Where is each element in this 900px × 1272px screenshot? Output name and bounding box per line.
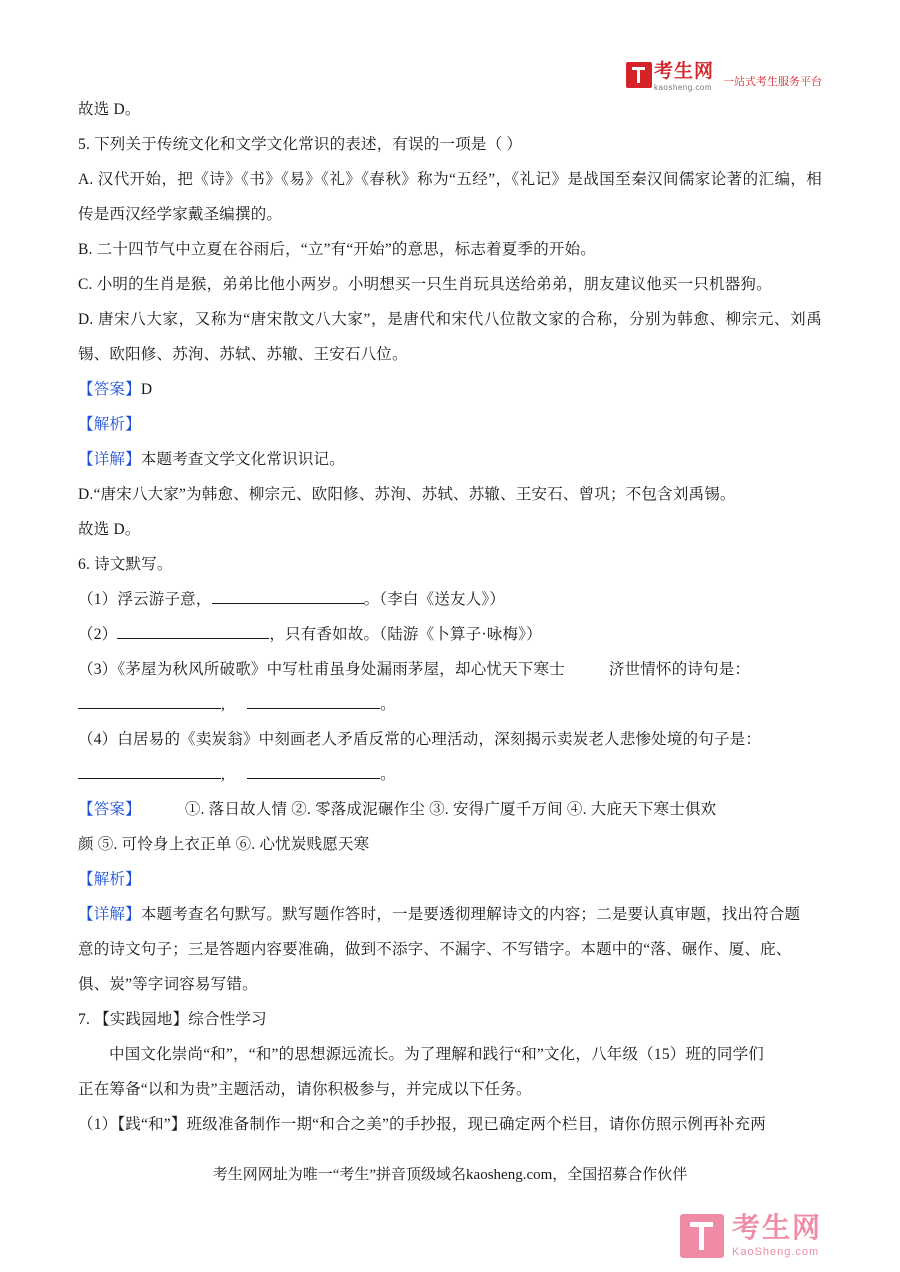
question-6-sub4-blanks: , 。 <box>78 757 822 792</box>
question-5-analysis-tag <box>78 407 822 442</box>
q6-sub1-post: 。（李白《送友人》） <box>363 591 506 608</box>
fill-blank <box>78 761 221 779</box>
question-6-stem: 6. 诗文默写。 <box>78 556 173 573</box>
watermark-logo-icon <box>680 1214 724 1258</box>
fill-blank <box>212 586 364 604</box>
question-7-stem: 7. 【实践园地】综合性学习 <box>78 1011 267 1028</box>
previous-answer-line: 故选 D。 <box>78 101 141 118</box>
kaosheng-logo-icon <box>626 62 714 92</box>
q6-sub3-blank-tail: 。 <box>380 696 396 713</box>
analysis-tag: 【解析】 <box>78 871 141 888</box>
question-5-detail-line2: D.“唐宋八大家”为韩愈、柳宗元、欧阳修、苏洵、苏轼、苏辙、王安石、曾巩；不包含刘禹锡。 <box>78 486 736 503</box>
question-5-option-c: C. 小明的生肖是猴，弟弟比他小两岁。小明想买一只生肖玩具送给弟弟，朋友建议他买一只机器狗。 <box>78 276 772 293</box>
q6-sub4-blank-tail: 。 <box>380 766 396 783</box>
question-6-answer-line1 <box>78 792 822 827</box>
question-7-sub1: （1）【践“和”】班级准备制作一期“和合之美”的手抄报，现已确定两个栏目，请你仿照示例再补充两 <box>78 1116 766 1133</box>
analysis-tag: 【解析】 <box>78 416 141 433</box>
question-6-sub1 <box>78 582 822 617</box>
question-5-answer <box>78 372 822 407</box>
answer-tag: 【答案】 <box>78 381 141 398</box>
question-6-detail-line3: 俱、炭”等字词容易写错。 <box>78 976 258 993</box>
detail-tag: 【详解】 <box>78 906 141 923</box>
fill-blank <box>78 691 221 709</box>
q6-sub3-tail: 济世情怀的诗句是： <box>608 661 751 678</box>
question-6-sub3 <box>78 652 822 687</box>
answer-tag: 【答案】 <box>78 801 141 818</box>
question-7-para2: 正在筹备“以和为贵”主题活动，请你积极参与，并完成以下任务。 <box>78 1081 532 1098</box>
detail-text: 本题考查文学文化常识识记。 <box>140 451 345 468</box>
watermark-chinese-name: 考生网 <box>731 1212 822 1243</box>
question-5-conclusion: 故选 D。 <box>78 521 141 538</box>
logo-square-icon <box>626 62 652 88</box>
logo-chinese-name: 考生网 <box>653 61 714 82</box>
question-6-sub2 <box>78 617 822 652</box>
q6-sub2-pre: （2） <box>78 626 118 643</box>
site-logo <box>626 62 822 92</box>
page-watermark <box>680 1214 822 1258</box>
question-6-analysis-tag <box>78 862 822 897</box>
question-6-detail-line1 <box>78 897 822 932</box>
question-6-sub3-blanks: , 。 <box>78 687 822 722</box>
question-5-detail <box>78 442 822 477</box>
document-content <box>78 92 822 1142</box>
page-footer: 考生网网址为唯一“考生”拼音顶级域名kaosheng.com，全国招募合作伙伴 <box>212 1167 688 1183</box>
fill-blank <box>117 621 269 639</box>
q6-sub3-text: （3）《茅屋为秋风所破歌》中写杜甫虽身处漏雨茅屋，却心忧天下寒士 <box>78 661 565 678</box>
q6-answers-line1: ①. 落日故人情 ②. 零落成泥碾作尘 ③. 安得广厦千万间 ④. 大庇天下寒士俱欢 <box>184 801 717 818</box>
question-6-sub4: （4）白居易的《卖炭翁》中刻画老人矛盾反常的心理活动，深刻揭示卖炭老人悲惨处境的句子是： <box>78 731 762 748</box>
logo-slogan: 一站式考生服务平台 <box>723 76 822 88</box>
detail-tag: 【详解】 <box>78 451 141 468</box>
question-5-option-b: B. 二十四节气中立夏在谷雨后，“立”有“开始”的意思，标志着夏季的开始。 <box>78 241 597 258</box>
question-5-option-d: D. 唐宋八大家，又称为“唐宋散文八大家”，是唐代和宋代八位散文家的合称，分别为韩愈、柳宗元、刘禹锡、欧阳修、苏洵、苏轼、苏辙、王安石八位。 <box>78 311 822 363</box>
logo-domain: kaosheng.com <box>653 83 713 92</box>
question-7-para1: 中国文化崇尚“和”，“和”的思想源远流长。为了理解和践行“和”文化，八年级（15）班的同学们 <box>109 1046 764 1063</box>
question-6-answer-line2: 颜 ⑤. 可怜身上衣正单 ⑥. 心忧炭贱愿天寒 <box>78 836 370 853</box>
question-6-detail-line2: 意的诗文句子；三是答题内容要准确，做到不添字、不漏字、不写错字。本题中的“落、碾作、厦、庇、 <box>78 941 792 958</box>
fill-blank <box>247 691 380 709</box>
q6-sub2-post: ，只有香如故。（陆游《卜算子·咏梅》） <box>269 626 542 643</box>
watermark-domain: KaoSheng.com <box>731 1246 820 1258</box>
fill-blank <box>247 761 380 779</box>
question-5-option-a: A. 汉代开始，把《诗》《书》《易》《礼》《春秋》称为“五经”，《礼记》是战国至秦汉间儒家论著的汇编，相传是西汉经学家戴圣编撰的。 <box>78 171 822 223</box>
question-5-stem: 5. 下列关于传统文化和文学文化常识的表述，有误的一项是（ ） <box>78 136 523 153</box>
answer-value: D <box>140 381 153 398</box>
q6-detail-line1: 本题考查名句默写。默写题作答时，一是要透彻理解诗文的内容；二是要认真审题，找出符合题 <box>140 906 801 923</box>
q6-sub1-pre: （1）浮云游子意， <box>78 591 212 608</box>
